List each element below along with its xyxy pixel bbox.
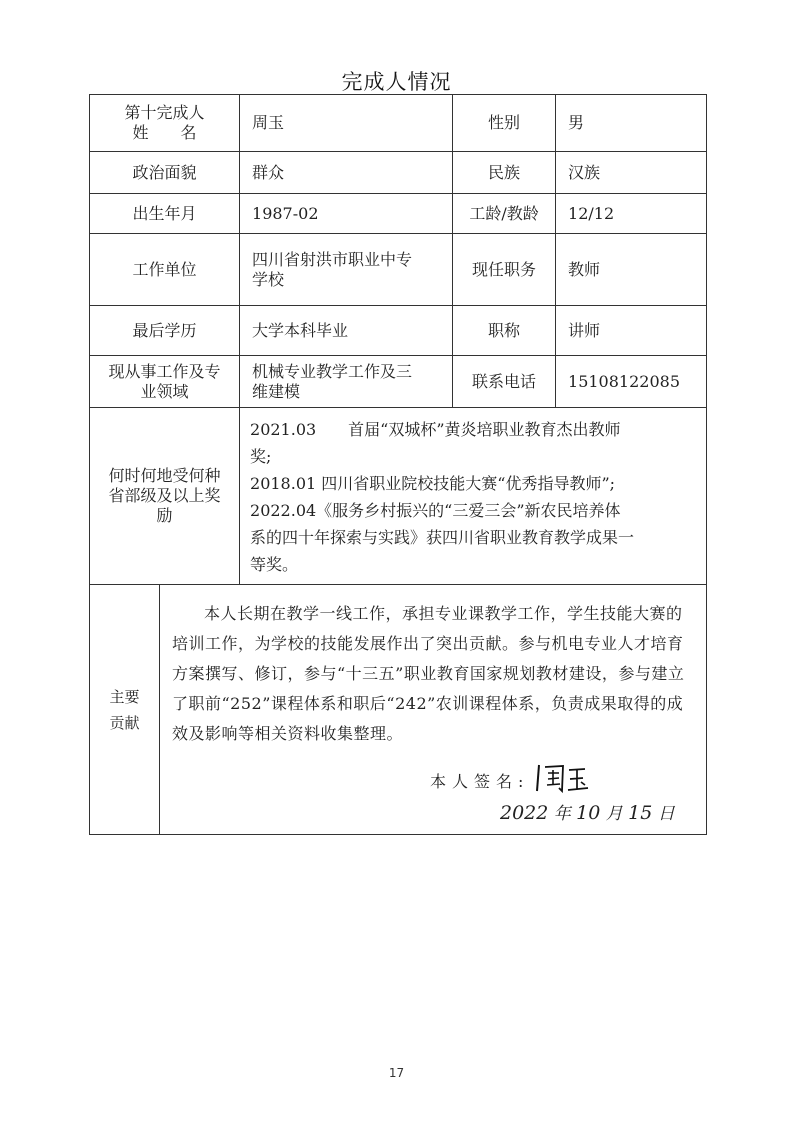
- date-day: 15: [628, 802, 653, 824]
- employer-value: [240, 234, 453, 306]
- contribution-label-line-2: 贡献: [109, 713, 140, 732]
- row-name: [90, 95, 707, 152]
- phone-label: 联系电话: [453, 356, 556, 408]
- date-day-char: 日: [657, 804, 675, 824]
- date-month: 10: [576, 802, 601, 824]
- name-label-cell: [90, 95, 240, 152]
- awards-line: 2021.03 首届“双城杯”黄炎培职业教育杰出教师: [250, 420, 621, 439]
- employer-line-1: 四川省射洪市职业中专: [252, 249, 413, 269]
- signature-date: [500, 799, 675, 824]
- date-year-char: 年: [553, 804, 571, 824]
- name-label-line-2: 姓 名: [132, 123, 197, 142]
- position-value: 教师: [556, 234, 707, 306]
- name-label-line-1: 第十完成人: [124, 103, 205, 122]
- date-month-char: 月: [605, 804, 623, 824]
- seniority-value: 12/12: [556, 194, 707, 234]
- field-line-2: 维建模: [252, 381, 301, 401]
- row-birth: [90, 194, 707, 234]
- awards-label-line-1: 何时何地受何种: [108, 466, 221, 485]
- signature-label: 本人签名:: [430, 772, 530, 791]
- politics-value: 群众: [240, 152, 453, 194]
- birth-label: 出生年月: [90, 194, 240, 234]
- gender-label: 性别: [453, 95, 556, 152]
- row-politics: [90, 152, 707, 194]
- row-contribution: [90, 585, 707, 835]
- personnel-info-table: [89, 94, 707, 835]
- employer-line-2: 学校: [252, 269, 285, 289]
- contribution-label-cell: [90, 585, 160, 835]
- birth-value: 1987-02: [240, 194, 453, 234]
- row-awards: [90, 408, 707, 585]
- page-number: 17: [388, 1066, 405, 1080]
- field-label-cell: [90, 356, 240, 408]
- awards-line: 系的四十年探索与实践》获四川省职业教育教学成果一: [250, 528, 635, 547]
- education-label: 最后学历: [90, 306, 240, 356]
- name-value: 周玉: [240, 95, 453, 152]
- ethnicity-label: 民族: [453, 152, 556, 194]
- handwritten-signature-icon: [533, 761, 595, 795]
- awards-line: 2022.04《服务乡村振兴的“三爱三会”新农民培养体: [250, 501, 621, 520]
- field-label-line-2: 业领域: [140, 381, 189, 401]
- awards-label-line-3: 励: [156, 506, 173, 525]
- job-title-value: 讲师: [556, 306, 707, 356]
- form-title: 完成人情况: [341, 70, 452, 94]
- awards-line: 奖;: [250, 447, 272, 466]
- awards-list: [240, 408, 707, 585]
- awards-label-line-2: 省部级及以上奖: [108, 486, 221, 505]
- phone-value: 15108122085: [556, 356, 707, 408]
- row-field: [90, 356, 707, 408]
- seniority-label: 工龄/教龄: [453, 194, 556, 234]
- row-employer: [90, 234, 707, 306]
- contribution-text: 本人长期在教学一线工作，承担专业课教学工作，学生技能大赛的培训工作，为学校的技能发展作出了突出贡献。参与机电专业人才培育方案撰写、修订，参与“十三五”职业教育国家规划教材建设，参与建立了职前“252”课程体系和职后“242”农训课程体系，负责成果取得的成效及影响等相关资料收集整理。: [172, 604, 685, 743]
- contribution-label-line-1: 主要: [109, 687, 140, 706]
- job-title-label: 职称: [453, 306, 556, 356]
- field-label-line-1: 现从事工作及专: [108, 361, 221, 381]
- contribution-cell: [160, 585, 707, 835]
- row-education: [90, 306, 707, 356]
- field-value: [240, 356, 453, 408]
- awards-line: 等奖。: [250, 555, 299, 574]
- date-year: 2022: [500, 802, 549, 824]
- politics-label: 政治面貌: [90, 152, 240, 194]
- gender-value: 男: [556, 95, 707, 152]
- awards-label-cell: [90, 408, 240, 585]
- awards-line: 2018.01 四川省职业院校技能大赛“优秀指导教师”;: [250, 474, 616, 493]
- employer-label: 工作单位: [90, 234, 240, 306]
- education-value: 大学本科毕业: [240, 306, 453, 356]
- position-label: 现任职务: [453, 234, 556, 306]
- ethnicity-value: 汉族: [556, 152, 707, 194]
- field-line-1: 机械专业教学工作及三: [252, 361, 413, 381]
